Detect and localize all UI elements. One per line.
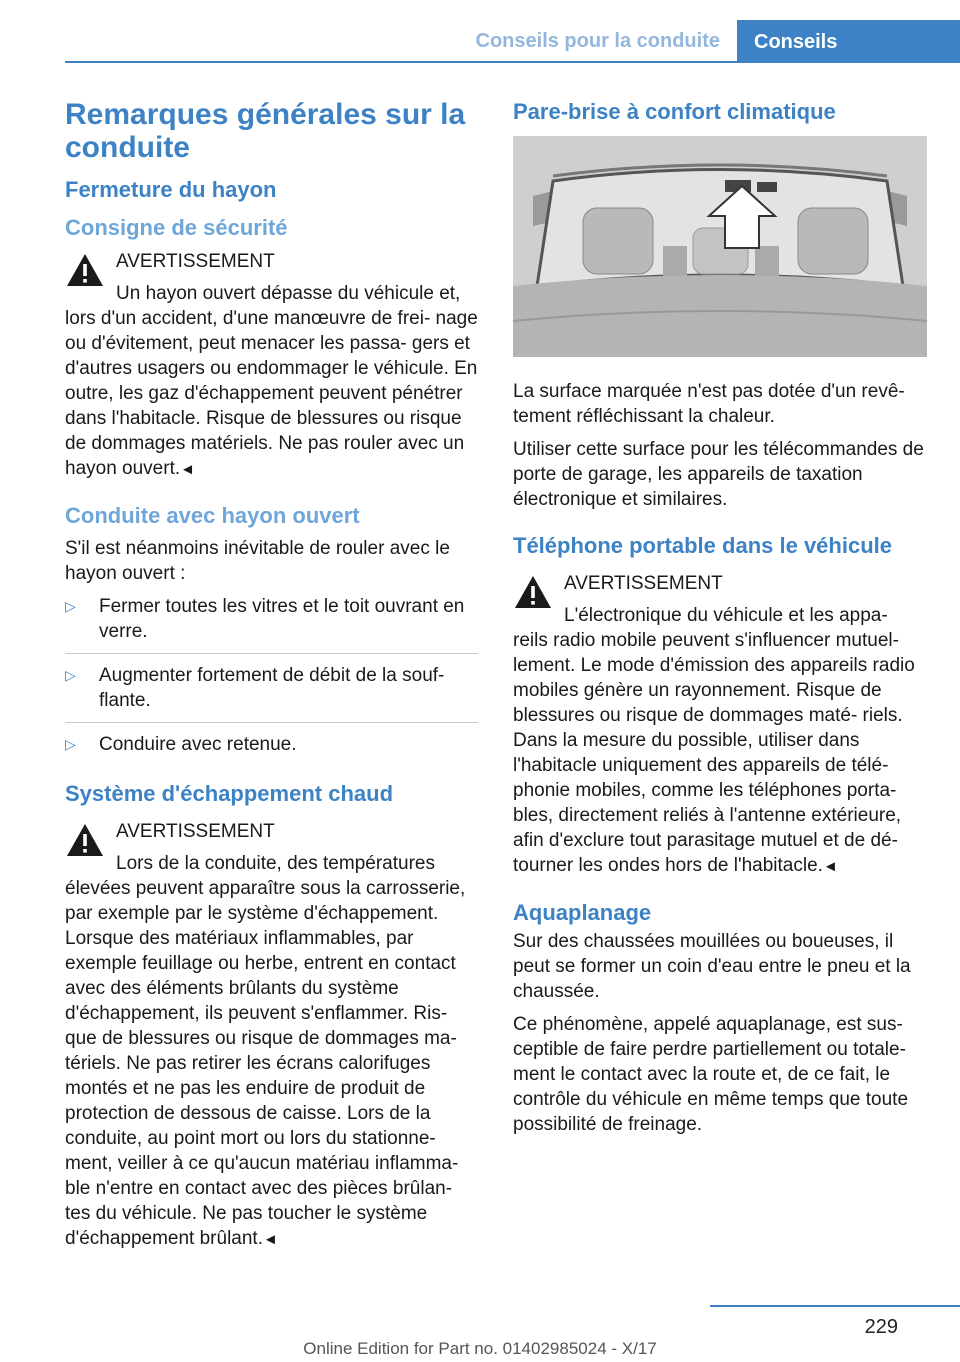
windshield-photo [513,136,927,357]
phone-heading: Téléphone portable dans le véhicule [513,533,892,558]
header-section-title: Conseils pour la conduite [475,30,720,52]
warning-label: AVERTISSEMENT [116,821,275,842]
list-item: ▷ Conduire avec retenue. [65,734,297,755]
warning-triangle-icon [65,252,105,288]
end-mark: ◄ [263,1231,278,1248]
list-item: ▷ Augmenter fortement de débit de la souf- flante. [65,663,478,723]
header-rule [65,61,960,63]
end-mark: ◄ [180,461,195,478]
windshield-heading: Pare-brise à confort climatique [513,99,836,124]
warning-label: AVERTISSEMENT [116,251,275,272]
warning-block-hatch [65,248,478,482]
bullet-triangle-icon: ▷ [65,736,76,752]
aquaplaning-heading: Aquaplanage [513,900,652,925]
safety-heading: Consigne de sécurité [65,215,288,240]
page-title: Remarques générales sur la conduite [65,98,466,164]
aquaplaning-text-2: Ce phénomène, appelé aquaplanage, est sus- ceptible de faire perdre partiellement ou totale- ment le contact avec la route et, de ce fait, le contrôle du véhicule en même temps que toute possibilité de freinage. [513,1014,909,1135]
warning-text: Lors de la conduite, des températures élevées peuvent apparaître sous la carrosserie, par exemple par le système d'échappement. Lorsque des matériaux inflammables, par exemple feuillage ou herbe, entrent en contact avec des éléments brûlants du système d'échappement, ils peuvent s'enflammer. Ris- que de blessures ou risque de dommages ma- tériels. Ne pas retirer les écrans calorifuges montés et ne pas les enduire de produit de protection de dessous de caisse. Lors de la conduite, au point mort ou lors du stationne- ment, veiller à ce qu'aucun matériau inflamma- ble n'entre en contact avec des pièces brûlan- tes du véhicule. Ne pas toucher le système d'échappement brûlant. [65,853,466,1249]
warning-label: AVERTISSEMENT [564,573,723,594]
hatch-heading: Fermeture du hayon [65,177,277,202]
open-hatch-intro: S'il est néanmoins inévitable de rouler avec le hayon ouvert : [65,538,450,584]
left-column [65,98,478,1272]
bullet-triangle-icon: ▷ [65,667,76,683]
page-header [0,0,960,62]
header-chapter-tab: Conseils [737,20,960,63]
footer-rule [710,1305,960,1307]
warning-block-phone [513,570,927,879]
page-number: 229 [864,1316,898,1338]
warning-block-exhaust [65,818,478,1252]
right-column [513,98,927,1145]
warning-triangle-icon [513,574,553,610]
warning-triangle-icon [65,822,105,858]
open-hatch-list [65,594,478,766]
windshield-text-1: La surface marquée n'est pas dotée d'un revê- tement réfléchissant la chaleur. [513,381,905,427]
list-item: ▷ Fermer toutes les vitres et le toit ouvrant en verre. [65,594,478,654]
aquaplaning-text-1: Sur des chaussées mouillées ou boueuses, il peut se former un coin d'eau entre le pneu et la chaussée. [513,931,911,1002]
exhaust-heading: Système d'échappement chaud [65,781,394,806]
warning-text: Un hayon ouvert dépasse du véhicule et, lors d'un accident, d'une manœuvre de frei- nage ou d'évitement, peut menacer les passa- gers et d'autres usagers ou endommager le véhicule. En outre, les gaz d'échappement peuvent pénétrer dans l'habitacle. Risque de blessures ou risque de dommages matériels. Ne pas rouler avec un hayon ouvert. [65,283,478,479]
warning-text: L'électronique du véhicule et les appa- reils radio mobile peuvent s'influencer mutuel- lement. Le mode d'émission des appareils radio mobiles génère un rayonnement. Risque de blessures ou risque de dommages maté- riels. Dans la mesure du possible, utiliser dans l'habitacle uniquement des appareils de télé- phonie mobiles, comme les téléphones porta- bles, directement reliés à l'antenne extérieure, afin d'exclure tout parasitage mutuel et de dé- tourner les ondes hors de l'habitacle. [513,605,915,876]
open-hatch-heading: Conduite avec hayon ouvert [65,503,360,528]
edition-note: Online Edition for Part no. 01402985024 - X/17 [303,1339,657,1358]
bullet-triangle-icon: ▷ [65,598,76,614]
end-mark: ◄ [822,858,838,875]
windshield-text-2: Utiliser cette surface pour les télécommandes de porte de garage, les appareils de taxation électronique et similaires. [513,439,924,510]
